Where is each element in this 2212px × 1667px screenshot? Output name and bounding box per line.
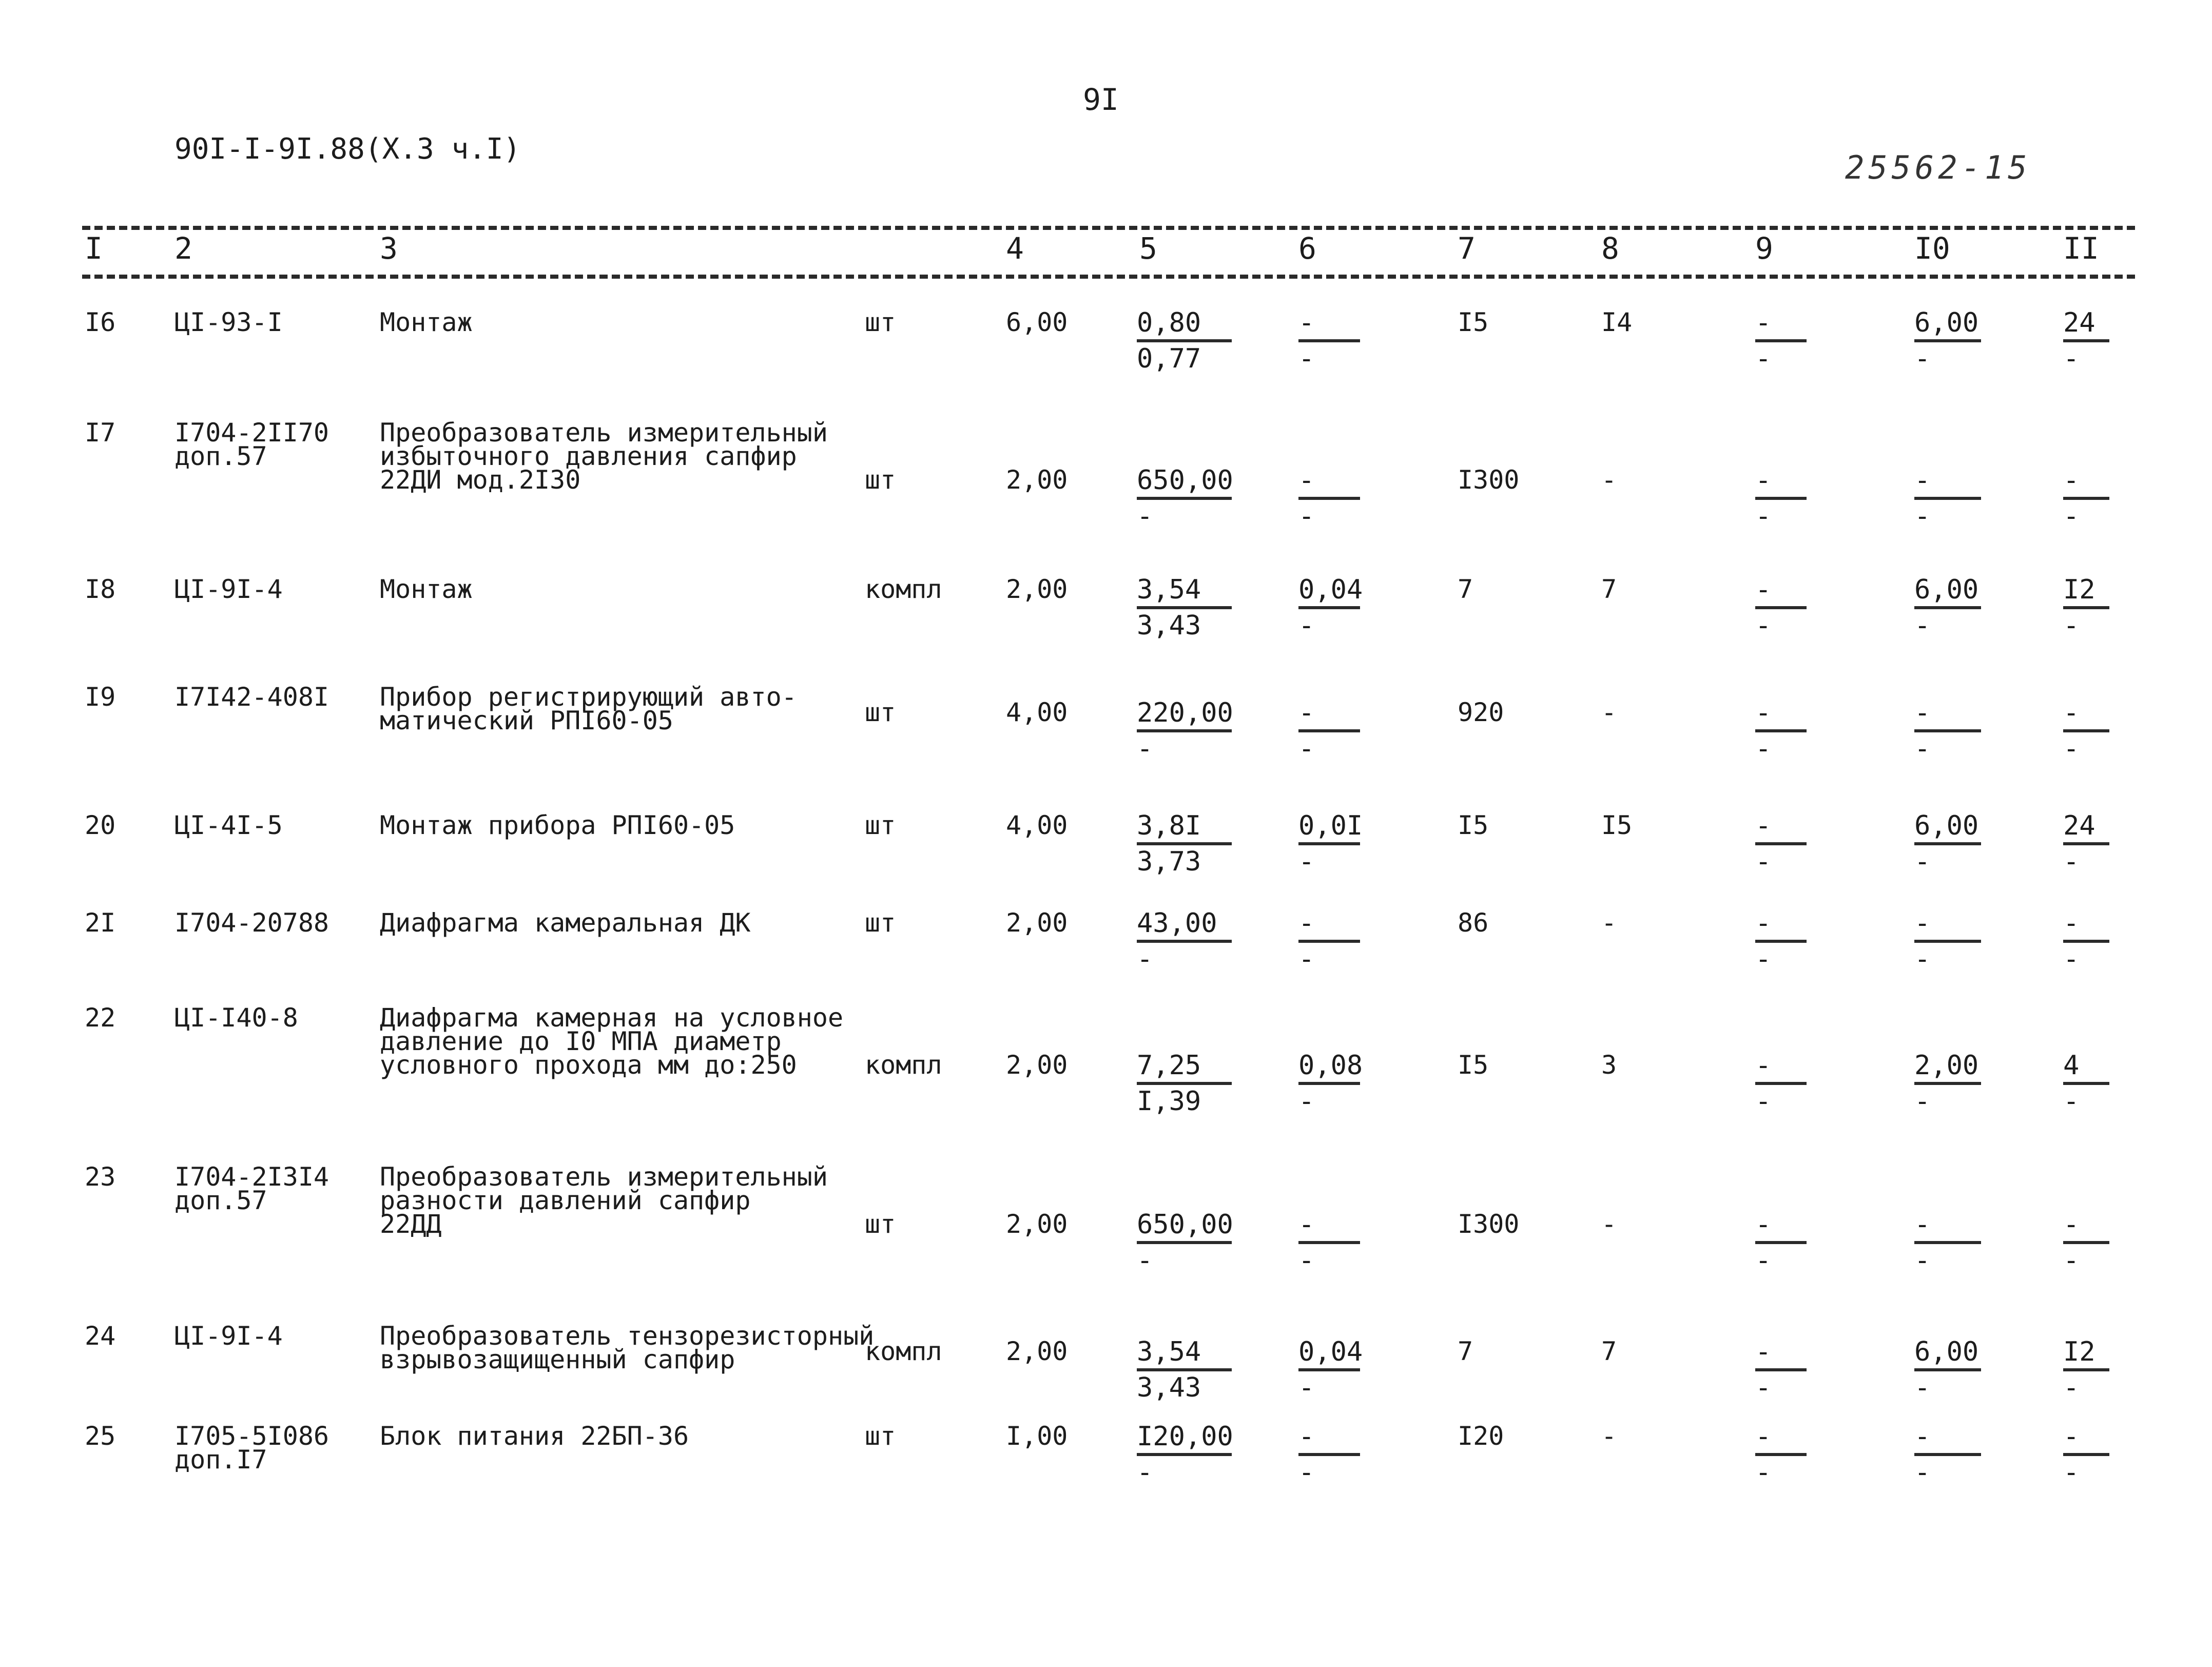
row-number: 2I	[85, 908, 116, 938]
col-10-denominator: -	[1914, 610, 1931, 641]
item-name: Преобразователь тензорезисторный взрывозащищенный сапфир	[380, 1321, 875, 1374]
sheet-mark: 25562-15	[1845, 149, 2031, 186]
unit: шт	[865, 1421, 896, 1451]
col-11-numerator: I2	[2063, 577, 2109, 609]
col-9-numerator: -	[1755, 1340, 1807, 1371]
price-wages	[1298, 465, 1360, 532]
row-number: 23	[85, 1162, 116, 1192]
col-8: -	[1601, 1421, 1617, 1451]
item-name: Блок питания 22БП-36	[380, 1421, 689, 1451]
col-11-numerator: -	[2063, 468, 2109, 500]
col-9-denominator: -	[1755, 846, 1772, 877]
col-11-denominator: -	[2063, 1457, 2080, 1488]
col-10	[1914, 1421, 1981, 1488]
unit: шт	[865, 307, 896, 337]
col-9	[1755, 1209, 1807, 1276]
price-wages-denominator: -	[1298, 846, 1315, 877]
col-10	[1914, 908, 1981, 975]
col-10-numerator: 6,00	[1914, 813, 1981, 845]
unit: компл	[865, 1050, 942, 1080]
col-9-denominator: -	[1755, 1457, 1772, 1488]
col-9-denominator: -	[1755, 944, 1772, 975]
col-11-denominator: -	[2063, 846, 2080, 877]
col-11-numerator: 4	[2063, 1053, 2109, 1085]
item-code: I705-5I086 доп.I7	[174, 1421, 329, 1475]
col-9	[1755, 1050, 1807, 1117]
row-number: 25	[85, 1421, 116, 1451]
col-9-numerator: -	[1755, 911, 1807, 943]
price-total-denominator: 3,43	[1137, 1372, 1201, 1403]
column-header: 2	[174, 231, 192, 266]
price-wages-denominator: -	[1298, 1457, 1315, 1488]
unit: компл	[865, 574, 942, 604]
col-8: 7	[1601, 574, 1617, 604]
price-wages-numerator: -	[1298, 468, 1360, 500]
col-10	[1914, 1336, 1981, 1403]
row-number: I9	[85, 682, 116, 712]
column-header: 3	[380, 231, 398, 266]
item-code: ЦI-9I-4	[174, 574, 283, 604]
col-11-numerator: 24	[2063, 813, 2109, 845]
col-11-denominator: -	[2063, 1086, 2080, 1117]
item-name: Диафрагма камерная на условное давление до I0 МПА диаметр условного прохода мм до:250	[380, 1003, 844, 1080]
col-10-denominator: -	[1914, 501, 1931, 532]
item-name: Монтаж	[380, 574, 473, 604]
col-11-denominator: -	[2063, 733, 2080, 764]
price-total-numerator: I20,00	[1137, 1424, 1232, 1456]
item-name: Монтаж прибора РПI60-05	[380, 810, 735, 840]
col-9-denominator: -	[1755, 1086, 1772, 1117]
row-number: 24	[85, 1321, 116, 1351]
price-total	[1137, 574, 1232, 641]
col-10-denominator: -	[1914, 1372, 1931, 1403]
total-cost: I300	[1458, 465, 1520, 495]
price-total-denominator: I,39	[1137, 1086, 1201, 1117]
col-11-denominator: -	[2063, 944, 2080, 975]
unit: шт	[865, 810, 896, 840]
row-number: I8	[85, 574, 116, 604]
col-11-numerator: -	[2063, 1212, 2109, 1244]
price-total	[1137, 810, 1232, 877]
total-cost: 86	[1458, 908, 1489, 938]
quantity: 6,00	[1006, 307, 1068, 337]
col-9-denominator: -	[1755, 501, 1772, 532]
price-wages-denominator: -	[1298, 501, 1315, 532]
page-number: 9I	[1083, 82, 1119, 117]
price-total-denominator: -	[1137, 501, 1153, 532]
col-9-denominator: -	[1755, 1372, 1772, 1403]
col-9-denominator: -	[1755, 343, 1772, 374]
col-10-numerator: -	[1914, 911, 1981, 943]
col-10-denominator: -	[1914, 733, 1931, 764]
price-total-numerator: 3,8I	[1137, 813, 1232, 845]
price-wages-numerator: 0,08	[1298, 1053, 1360, 1085]
col-11	[2063, 697, 2109, 764]
item-code: I7I42-408I	[174, 682, 329, 712]
row-number: 22	[85, 1003, 116, 1033]
col-10-numerator: -	[1914, 468, 1981, 500]
col-9-denominator: -	[1755, 733, 1772, 764]
row-number: 20	[85, 810, 116, 840]
col-8: -	[1601, 908, 1617, 938]
item-code: ЦI-93-I	[174, 307, 283, 337]
col-11-denominator: -	[2063, 610, 2080, 641]
column-header: 6	[1298, 231, 1316, 266]
price-total-denominator: -	[1137, 944, 1153, 975]
column-header: I	[85, 231, 103, 266]
price-total	[1137, 1336, 1232, 1403]
price-total-numerator: 650,00	[1137, 468, 1232, 500]
col-8: -	[1601, 465, 1617, 495]
column-header: 4	[1006, 231, 1024, 266]
price-total-denominator: -	[1137, 1457, 1153, 1488]
col-11	[2063, 1209, 2109, 1276]
item-code: I704-2II70 доп.57	[174, 418, 329, 471]
price-wages-numerator: 0,04	[1298, 1340, 1360, 1371]
col-10-numerator: -	[1914, 1212, 1981, 1244]
col-9-numerator: -	[1755, 577, 1807, 609]
col-11-numerator: 24	[2063, 311, 2109, 342]
price-wages-denominator: -	[1298, 944, 1315, 975]
price-wages	[1298, 1336, 1363, 1403]
price-wages	[1298, 1050, 1363, 1117]
quantity: 2,00	[1006, 465, 1068, 495]
price-total	[1137, 908, 1232, 975]
item-code: ЦI-4I-5	[174, 810, 283, 840]
col-9-numerator: -	[1755, 1212, 1807, 1244]
price-total-numerator: 650,00	[1137, 1212, 1232, 1244]
col-9	[1755, 574, 1807, 641]
price-total	[1137, 697, 1233, 764]
col-10	[1914, 1050, 1981, 1117]
price-wages-numerator: -	[1298, 911, 1360, 943]
price-total	[1137, 1209, 1233, 1276]
unit: шт	[865, 697, 896, 727]
col-10-denominator: -	[1914, 1457, 1931, 1488]
col-8: 3	[1601, 1050, 1617, 1080]
col-9	[1755, 307, 1807, 374]
col-11-numerator: -	[2063, 911, 2109, 943]
price-total-denominator: -	[1137, 1245, 1153, 1276]
item-name: Прибор регистрирующий авто- матический РПI60-05	[380, 682, 797, 735]
price-wages	[1298, 697, 1360, 764]
price-total-numerator: 43,00	[1137, 911, 1232, 943]
col-9-numerator: -	[1755, 813, 1807, 845]
price-wages-numerator: 0,04	[1298, 577, 1360, 609]
col-10-denominator: -	[1914, 1245, 1931, 1276]
price-total-numerator: 0,80	[1137, 311, 1232, 342]
col-9-numerator: -	[1755, 311, 1807, 342]
col-10-denominator: -	[1914, 1086, 1931, 1117]
col-8: -	[1601, 1209, 1617, 1239]
price-total	[1137, 1421, 1233, 1488]
price-wages	[1298, 908, 1360, 975]
price-wages-denominator: -	[1298, 1086, 1315, 1117]
item-name: Монтаж	[380, 307, 473, 337]
total-cost: 7	[1458, 1336, 1473, 1366]
col-11	[2063, 307, 2109, 374]
header-rule-bottom	[82, 275, 2135, 279]
row-number: I6	[85, 307, 116, 337]
col-11-denominator: -	[2063, 1372, 2080, 1403]
column-header: 9	[1755, 231, 1773, 266]
price-wages-numerator: -	[1298, 311, 1360, 342]
price-wages-numerator: 0,0I	[1298, 813, 1360, 845]
col-10	[1914, 697, 1981, 764]
price-wages-numerator: -	[1298, 701, 1360, 732]
total-cost: I300	[1458, 1209, 1520, 1239]
price-wages-denominator: -	[1298, 1245, 1315, 1276]
item-code: ЦI-I40-8	[174, 1003, 298, 1033]
price-wages-denominator: -	[1298, 733, 1315, 764]
quantity: I,00	[1006, 1421, 1068, 1451]
price-total-numerator: 7,25	[1137, 1053, 1232, 1085]
col-10-numerator: -	[1914, 1424, 1981, 1456]
col-10-denominator: -	[1914, 846, 1931, 877]
unit: компл	[865, 1336, 942, 1366]
col-10-numerator: 6,00	[1914, 311, 1981, 342]
price-wages	[1298, 307, 1360, 374]
total-cost: I5	[1458, 1050, 1489, 1080]
price-total-numerator: 3,54	[1137, 577, 1232, 609]
price-wages-numerator: -	[1298, 1424, 1360, 1456]
col-11-numerator: -	[2063, 701, 2109, 732]
price-total-denominator: 0,77	[1137, 343, 1201, 374]
item-name: Преобразователь измерительный избыточного давления сапфир 22ДИ мод.2I30	[380, 418, 828, 495]
col-8: I5	[1601, 810, 1633, 840]
col-11-denominator: -	[2063, 501, 2080, 532]
quantity: 2,00	[1006, 574, 1068, 604]
col-11	[2063, 908, 2109, 975]
col-11-numerator: I2	[2063, 1340, 2109, 1371]
price-total-numerator: 220,00	[1137, 701, 1232, 732]
price-wages	[1298, 574, 1363, 641]
col-9	[1755, 1421, 1807, 1488]
price-wages-denominator: -	[1298, 1372, 1315, 1403]
price-wages	[1298, 1421, 1360, 1488]
column-header: 8	[1601, 231, 1619, 266]
col-8: -	[1601, 697, 1617, 727]
col-10	[1914, 1209, 1981, 1276]
price-total-numerator: 3,54	[1137, 1340, 1232, 1371]
price-wages-numerator: -	[1298, 1212, 1360, 1244]
column-header: 5	[1139, 231, 1157, 266]
col-11-denominator: -	[2063, 1245, 2080, 1276]
col-10	[1914, 574, 1981, 641]
col-11	[2063, 1336, 2109, 1403]
column-header: I0	[1914, 231, 1950, 266]
col-9-numerator: -	[1755, 1053, 1807, 1085]
unit: шт	[865, 1209, 896, 1239]
col-9-denominator: -	[1755, 610, 1772, 641]
document-code: 90I-I-9I.88(X.3 ч.I)	[174, 132, 521, 166]
header-rule-top	[82, 226, 2135, 230]
col-10-numerator: -	[1914, 701, 1981, 732]
col-11	[2063, 1421, 2109, 1488]
quantity: 4,00	[1006, 810, 1068, 840]
quantity: 4,00	[1006, 697, 1068, 727]
col-9	[1755, 697, 1807, 764]
price-total	[1137, 307, 1232, 374]
col-11	[2063, 1050, 2109, 1117]
total-cost: I20	[1458, 1421, 1504, 1451]
col-10-denominator: -	[1914, 944, 1931, 975]
total-cost: I5	[1458, 307, 1489, 337]
column-header: II	[2063, 231, 2099, 266]
price-total	[1137, 1050, 1232, 1117]
total-cost: 7	[1458, 574, 1473, 604]
col-11	[2063, 574, 2109, 641]
price-total-denominator: 3,43	[1137, 610, 1201, 641]
col-8: 7	[1601, 1336, 1617, 1366]
col-9-denominator: -	[1755, 1245, 1772, 1276]
total-cost: I5	[1458, 810, 1489, 840]
price-wages	[1298, 1209, 1360, 1276]
quantity: 2,00	[1006, 908, 1068, 938]
col-8: I4	[1601, 307, 1633, 337]
col-9	[1755, 465, 1807, 532]
col-11	[2063, 465, 2109, 532]
item-name: Преобразователь измерительный разности давлений сапфир 22ДД	[380, 1162, 828, 1239]
col-11	[2063, 810, 2109, 877]
col-10-numerator: 2,00	[1914, 1053, 1981, 1085]
col-10-numerator: 6,00	[1914, 577, 1981, 609]
quantity: 2,00	[1006, 1209, 1068, 1239]
col-10	[1914, 307, 1981, 374]
column-header: 7	[1458, 231, 1476, 266]
item-code: I704-20788	[174, 908, 329, 938]
col-10	[1914, 465, 1981, 532]
col-11-denominator: -	[2063, 343, 2080, 374]
col-9-numerator: -	[1755, 1424, 1807, 1456]
price-total	[1137, 465, 1233, 532]
price-wages-denominator: -	[1298, 343, 1315, 374]
row-number: I7	[85, 418, 116, 448]
item-code: ЦI-9I-4	[174, 1321, 283, 1351]
quantity: 2,00	[1006, 1050, 1068, 1080]
col-9	[1755, 1336, 1807, 1403]
item-code: I704-2I3I4 доп.57	[174, 1162, 329, 1215]
total-cost: 920	[1458, 697, 1504, 727]
col-10-numerator: 6,00	[1914, 1340, 1981, 1371]
col-11-numerator: -	[2063, 1424, 2109, 1456]
price-total-denominator: -	[1137, 733, 1153, 764]
col-9	[1755, 810, 1807, 877]
item-name: Диафрагма камеральная ДК	[380, 908, 751, 938]
quantity: 2,00	[1006, 1336, 1068, 1366]
col-10-denominator: -	[1914, 343, 1931, 374]
unit: шт	[865, 465, 896, 495]
col-9-numerator: -	[1755, 468, 1807, 500]
col-9	[1755, 908, 1807, 975]
price-wages	[1298, 810, 1363, 877]
unit: шт	[865, 908, 896, 938]
price-total-denominator: 3,73	[1137, 846, 1201, 877]
col-9-numerator: -	[1755, 701, 1807, 732]
price-wages-denominator: -	[1298, 610, 1315, 641]
col-10	[1914, 810, 1981, 877]
